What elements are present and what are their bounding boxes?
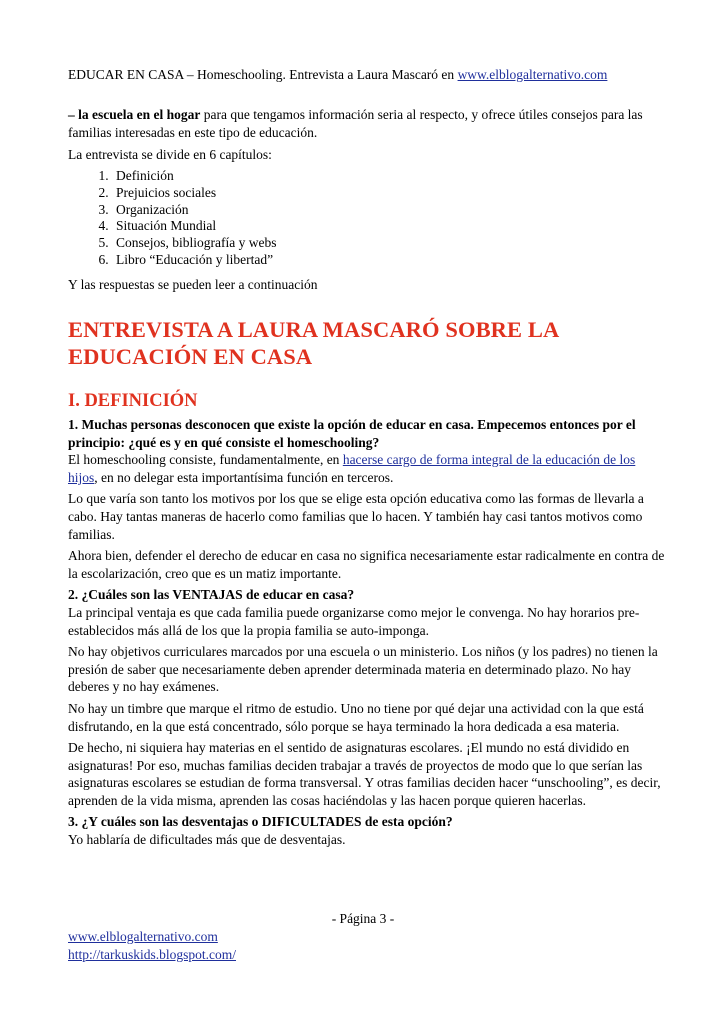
chapter-item: 2. Prejuicios sociales — [112, 185, 276, 202]
question-2: 2. ¿Cuáles son las VENTAJAS de educar en casa? — [68, 587, 355, 603]
footer-link-blog[interactable]: www.elblogalternativo.com — [68, 929, 218, 944]
answer-2-paragraph-4: De hecho, ni siquiera hay materias en el sentido de asignaturas escolares. ¡El mundo no está dividido en asignaturas! Por eso, muchas familias deciden trabajar a través de proyectos de modo que lo que serían las asignaturas escolares se estudian de forma transversal. Y otras familias deciden hacer “unschooling”, es decir, aprenden de la vida misma, aprenden las cosas haciéndolas y las hacen porque quieren hacerlas. — [68, 740, 661, 808]
question-1: 1. Muchas personas desconocen que existe la opción de educar en casa. Empecemos entonces por el principio: ¿qué es y en qué consiste el homeschooling? — [68, 417, 636, 450]
answer-1-paragraph-3: Ahora bien, defender el derecho de educar en casa no significa necesariamente estar radicalmente en contra de la escolarización, creo que es un matiz importante. — [68, 548, 665, 581]
main-title: ENTREVISTA A LAURA MASCARÓ SOBRE LA EDUCACIÓN EN CASA — [68, 317, 559, 369]
chapter-item: 5. Consejos, bibliografía y webs — [112, 235, 276, 252]
answer-2-paragraph-2: No hay objetivos curriculares marcados por una escuela o un ministerio. Los niños (y los padres) no tienen la presión de saber que necesariamente deben aprender determinada materia en determinado plazo. No hay deberes y no hay exámenes. — [68, 644, 658, 695]
header-link[interactable]: www.elblogalternativo.com — [457, 67, 608, 82]
answer-2-paragraph-1: La principal ventaja es que cada familia puede organizarse como mejor le convenga. No hay horarios pre-establecidos más allá de los que la propia familia se auto-imponga. — [68, 604, 640, 638]
chapter-item: 4. Situación Mundial — [112, 218, 276, 235]
answer-2-paragraph-3: No hay un timbre que marque el ritmo de estudio. Uno no tiene por qué dejar una actividad con la que está disfrutando, en la que está concentrado, sólo porque se haya terminado la hora dedicada a esa materia. — [68, 700, 644, 734]
answer-1-link[interactable]: hacerse cargo de forma integral de la educación de los hijos — [68, 452, 636, 485]
chapter-item: 6. Libro “Educación y libertad” — [112, 252, 276, 269]
answer-1-paragraph — [68, 451, 668, 486]
intro-bold: – la escuela en el hogar — [68, 107, 201, 122]
intro-rest: para que tengamos información seria al respecto, y ofrece útiles consejos para las familias interesadas en este tipo de educación. — [68, 107, 643, 140]
question-3: 3. ¿Y cuáles son las desventajas o DIFICULTADES de esta opción? — [68, 814, 453, 830]
answer-1-paragraph-2: Lo que varía son tanto los motivos por los que se elige esta opción educativa como las formas de llevarla a cabo. Hay tantas maneras de hacerlo como familias que lo hacen. Y también hay casi tantos motivos como familias. — [68, 491, 644, 542]
document-header — [68, 66, 607, 84]
chapters-intro: La entrevista se divide en 6 capítulos: — [68, 147, 272, 162]
answer-1-pre: El homeschooling consiste, fundamentalmente, en — [68, 452, 343, 468]
intro-paragraph — [68, 106, 664, 142]
chapter-item: 1. Definición — [112, 168, 276, 185]
section-title: I. DEFINICIÓN — [68, 391, 198, 411]
article-body — [68, 416, 668, 849]
chapter-item: 3. Organización — [112, 202, 276, 219]
footer-links — [68, 928, 236, 964]
after-list-text: Y las respuestas se pueden leer a continuación — [68, 277, 318, 292]
answer-1-post: , en no delegar esta importantísima función en terceros. — [94, 469, 394, 485]
header-text: EDUCAR EN CASA – Homeschooling. Entrevista a Laura Mascaró en — [68, 67, 458, 82]
chapters-list — [68, 168, 276, 269]
answer-3-paragraph-1: Yo hablaría de dificultades más que de desventajas. — [68, 832, 346, 848]
footer-link-tarkuskids[interactable]: http://tarkuskids.blogspot.com/ — [68, 947, 236, 962]
page-number: - Página 3 - — [331, 911, 395, 926]
